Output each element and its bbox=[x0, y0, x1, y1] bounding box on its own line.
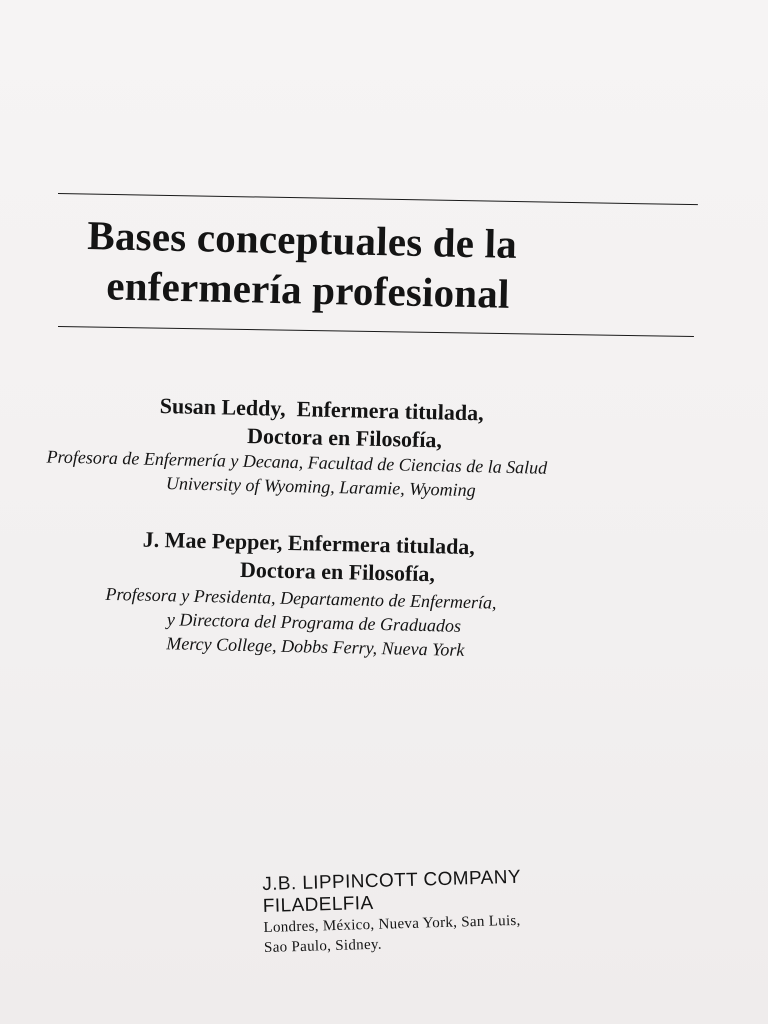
publisher-name: J.B. LIPPINCOTT COMPANY bbox=[262, 866, 522, 895]
author-1-heading bbox=[159, 393, 483, 426]
author-2-name: J. Mae Pepper, bbox=[142, 526, 283, 555]
author-2-heading bbox=[142, 527, 475, 561]
author-1-affiliation-line-2: University of Wyoming, Laramie, Wyoming bbox=[165, 473, 476, 501]
author-2-affiliation-line-3: Mercy College, Dobbs Ferry, Nueva York bbox=[166, 633, 465, 660]
title-line-2: enfermería profesional bbox=[105, 262, 511, 317]
publisher-block bbox=[262, 867, 523, 958]
author-2-affiliation-line-1: Profesora y Presidenta, Departamento de Enfermería, bbox=[105, 583, 497, 613]
author-1-credential: Enfermera titulada, bbox=[296, 396, 484, 426]
author-1 bbox=[0, 389, 768, 501]
author-1-degree: Doctora en Filosofía, bbox=[246, 422, 443, 453]
authors-block bbox=[0, 389, 768, 660]
author-2-affiliation-line-2: y Directora del Programa de Graduados bbox=[166, 609, 462, 636]
bleed-through-text bbox=[119, 115, 420, 180]
author-2-credential: Enfermera titulada, bbox=[287, 529, 476, 560]
author-1-affiliation-line-1: Profesora de Enfermería y Decana, Facultad de Ciencias de la Salud bbox=[46, 446, 548, 478]
author-1-name: Susan Leddy, bbox=[159, 393, 286, 421]
title-bottom-rule bbox=[58, 326, 694, 337]
title-top-rule bbox=[58, 193, 698, 205]
author-2-degree: Doctora en Filosofía, bbox=[239, 556, 436, 587]
book-title bbox=[86, 210, 708, 323]
publisher-places-line-2: Sao Paulo, Sidney. bbox=[263, 936, 383, 956]
title-line-1: Bases conceptuales de la bbox=[86, 211, 518, 267]
publisher-places-line-1: Londres, México, Nueva York, San Luis, bbox=[263, 912, 521, 936]
publisher-city: FILADELFIA bbox=[262, 892, 374, 917]
